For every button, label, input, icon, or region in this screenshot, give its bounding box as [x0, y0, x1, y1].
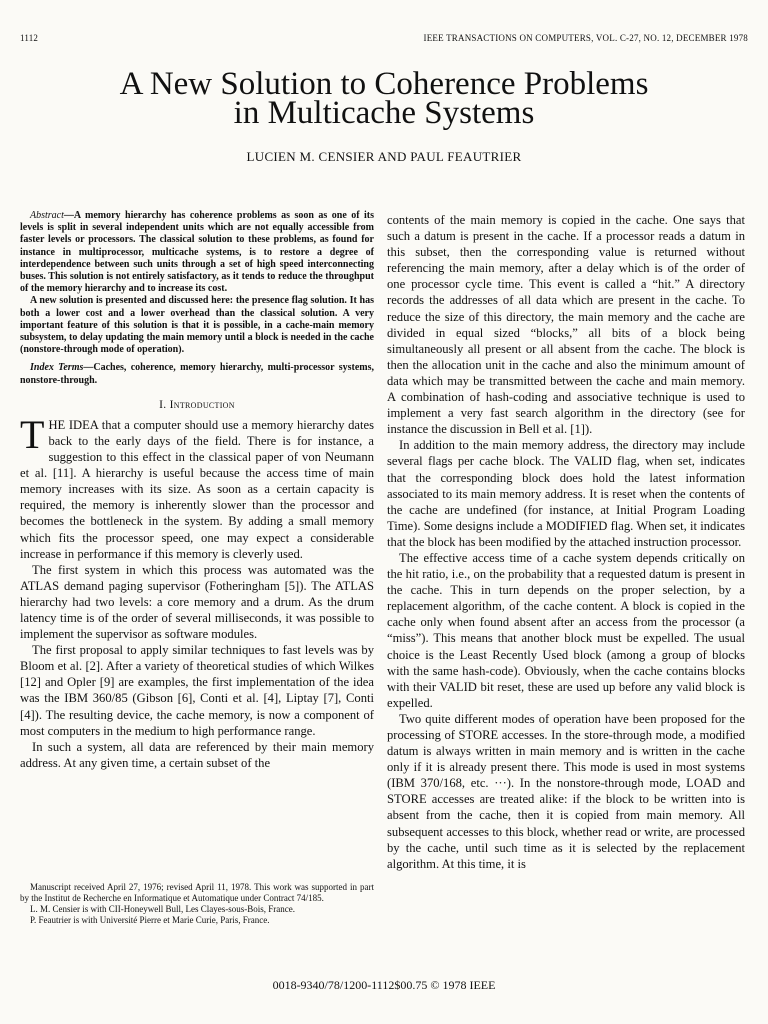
abstract-paragraph-1: [20, 210, 374, 295]
page-number: 1112: [20, 33, 39, 43]
journal-citation: IEEE TRANSACTIONS ON COMPUTERS, VOL. C-27, NO. 12, DECEMBER 1978: [423, 33, 748, 43]
title-line-2: in Multicache Systems: [233, 95, 535, 131]
footnote-feautrier: P. Feautrier is with Université Pierre et Marie Curie, Paris, France.: [30, 915, 270, 925]
title-line-1: A New Solution to Coherence Problems: [119, 66, 649, 102]
left-column: [20, 210, 374, 771]
intro-paragraph-2: The first system in which this process was automated was the ATLAS demand paging supervisor (Fotheringham [5]). The ATLAS hierarchy had two levels: a core memory and a drum. As the drum latency time is of the order of several milliseconds, it was possible to implement the supervisor as software modules.: [20, 562, 374, 642]
right-paragraph-4: Two quite different modes of operation have been proposed for the processing of STORE accesses. In the store-through mode, a modified datum is always written in main memory and is written in the cache only if it is already present there. This mode is used in most systems (IBM 370/168, etc. ···). In the nonstore-through mode, LOAD and STORE accesses are treated alike: if the block to be written into is absent from the cache, then it is copied from main memory. All subsequent accesses to this block, whether read or write, are processed by the cache, until such time as it is selected by the replacement algorithm. At this time, it is: [387, 711, 745, 871]
footnote-censier: L. M. Censier is with CII-Honeywell Bull, Les Clayes-sous-Bois, France.: [30, 904, 295, 914]
section-heading-introduction: I. Introduction: [159, 398, 235, 411]
abstract-text-1: —A memory hierarchy has coherence problems as soon as one of its levels is split in several independent units which are not equally accessible from faster levels or processors. The classical solution to these problems, as found for instance in multiprocessor, multicache systems, is to restore a degree of interdependence between such units through a set of high speed interconnecting buses. This solution is not entirely satisfactory, as it tends to reduce the throughput of the memory hierarchy and to increase its cost.: [20, 210, 374, 295]
copyright-footer: 0018-9340/78/1200-1112$00.75 © 1978 IEEE: [272, 978, 496, 992]
abstract-label: Abstract: [30, 210, 64, 221]
abstract-paragraph-2: A new solution is presented and discussed here: the presence flag solution. It has both a lower cost and a lower overhead than the classical solution. A very important feature of this solution is that it is possible, in a cache-main memory subsystem, to delay updating the main memory until a block is needed in the cache (nonstore-through mode of operation).: [20, 295, 374, 356]
footnote: [20, 882, 374, 926]
intro-text-1: HE IDEA that a computer should use a memory hierarchy dates back to the early days of the field. There is for instance, a suggestion to this effect in the classical paper of von Neumann et al. [11]. A hierarchy is useful because the access time of main memory increases with its size. As soon as a certain capacity is required, the memory is inherently slower than the processor and becomes the bottleneck in the system. By adding a small memory which fits the processor speed, one may expect a considerable increase in performance if this memory is cleverly used.: [20, 417, 374, 561]
intro-paragraph-4: In such a system, all data are referenced by their main memory address. At any given time, a certain subset of the: [20, 739, 374, 770]
index-terms-text: —Caches, coherence, memory hierarchy, multi-processor systems, nonstore-through.: [20, 362, 374, 386]
drop-cap: T: [20, 411, 45, 457]
footnote-manuscript: Manuscript received April 27, 1976; revised April 11, 1978. This work was supported in part by the Institut de Recherche en Informatique et Automatique under Contract 74/185.: [20, 882, 374, 903]
intro-paragraph-1: [20, 411, 374, 562]
intro-paragraph-3: The first proposal to apply similar techniques to fast levels was by Bloom et al. [2]. After a variety of theoretical studies of which Wilkes [12] and Opler [9] are examples, the first implementation of the idea was the IBM 360/85 (Gibson [6], Conti et al. [4], Liptay [7], Conti [4]). The resulting device, the cache memory, is now a component of most computers in the medium to high performance range.: [20, 643, 374, 738]
running-header: [20, 33, 748, 43]
paper-title: [0, 66, 768, 131]
right-column: [387, 212, 745, 872]
index-terms: [20, 362, 374, 386]
right-paragraph-3: The effective access time of a cache system depends critically on the hit ratio, i.e., on the probability that a requested datum is present in the cache. This in turn depends on the proper selection, by a replacement algorithm, of the cache content. A block is copied in the cache only when found absent after an access from the processor (a “miss”). This means that another block must be expelled. The usual choice is the Least Recently Used block (among a group of blocks with the same hash-code). Obviously, when the cache contains blocks with their VALID bit reset, these are used up before any valid block is expelled.: [387, 550, 745, 710]
right-paragraph-1: contents of the main memory is copied in the cache. One says that such a datum is present in the cache. If a processor reads a datum in this subset, then the corresponding value is returned without referencing the main memory, after a delay which is of the order of one processor cycle time. This event is called a “hit.” A directory records the addresses of all data which are present in the cache. To reduce the size of this directory, the main memory and the cache are divided in equal sized “blocks,” all bits of a block being simultaneously all present or all absent from the cache. The block is then the allocation unit in the cache and also the minimum amount of data which may be transmitted between the cache and main memory. A combination of hash-coding and associative technique is used to implement a very fast search algorithm in the directory (see for instance the discussion in Bell et al. [1]).: [387, 213, 745, 437]
right-paragraph-2: In addition to the main memory address, the directory may include several flags per cache block. The VALID flag, when set, indicates that the corresponding block does hold the latest information associated to its main memory address. It is reset when the contents of the cache are undefined (for instance, at Initial Program Loading Time). Some designs include a MODIFIED flag. When set, it indicates that the block has been modified by the attached instruction processor.: [387, 438, 745, 549]
index-terms-label: Index Terms: [30, 362, 84, 374]
authors: LUCIEN M. CENSIER AND PAUL FEAUTRIER: [246, 149, 522, 164]
